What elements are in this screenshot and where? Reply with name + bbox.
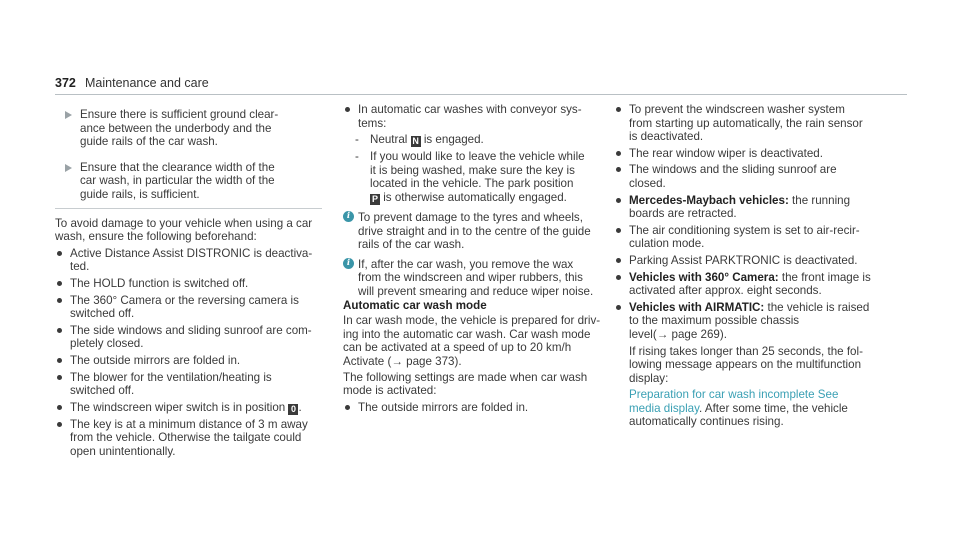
instruction-step: Ensure that the clearance width of the car wash, in particular the width of the guide rails, is sufficient. bbox=[55, 161, 330, 202]
instruction-step: Ensure there is sufficient ground clear- ance between the underbody and the guide rails of the car wash. bbox=[55, 108, 330, 149]
bullet-icon bbox=[616, 258, 621, 263]
note-item: i To prevent damage to the tyres and wheels, drive straight and in to the centre of the guide rails of the car wash. bbox=[343, 211, 608, 252]
bullet-icon bbox=[57, 251, 62, 256]
list-item: The blower for the ventilation/heating is switched off. bbox=[55, 371, 330, 398]
list-item: The windows and the sliding sunroof are closed. bbox=[614, 163, 904, 190]
list-item: The key is at a minimum distance of 3 m away from the vehicle. Otherwise the tailgate could open unintentionally. bbox=[55, 418, 330, 459]
wiper-position-0-icon: 0 bbox=[288, 404, 298, 415]
bullet-icon bbox=[616, 151, 621, 156]
bullet-icon bbox=[57, 281, 62, 286]
bullet-icon bbox=[616, 305, 621, 310]
section-title: Maintenance and care bbox=[85, 76, 209, 90]
bullet-icon bbox=[57, 298, 62, 303]
triangle-right-icon bbox=[65, 164, 72, 172]
list-item: Vehicles with 360° Camera: the front image is activated after approx. eight seconds. bbox=[614, 271, 904, 298]
list-item: To prevent the windscreen washer system from starting up automatically, the rain sensor is deactivated. bbox=[614, 103, 904, 144]
message-link[interactable]: Preparation for car wash incomplete See bbox=[629, 388, 839, 402]
bullet-icon bbox=[345, 107, 350, 112]
subheading: Automatic car wash mode bbox=[343, 298, 487, 312]
section-divider bbox=[55, 208, 322, 209]
list-item: Vehicles with AIRMATIC: the vehicle is raised to the maximum possible chassis level(→ page 269). If rising takes longer than 25 seconds, the fol- lowing message appears on the multifunction display: Preparation for car wash incomplete See media display. After some time, the vehicle automatically continues rising. bbox=[614, 301, 904, 429]
bullet-icon bbox=[57, 405, 62, 410]
intro-paragraph: To avoid damage to your vehicle when using a car wash, ensure the following beforehand: bbox=[55, 216, 313, 244]
list-item: Active Distance Assist DISTRONIC is deactiva- ted. bbox=[55, 247, 330, 274]
column-2 bbox=[343, 103, 608, 414]
note-item: i If, after the car wash, you remove the wax from the windscreen and wiper rubbers, this will prevent smearing and reduce wiper noise. bbox=[343, 258, 608, 299]
list-item: The rear window wiper is deactivated. bbox=[614, 147, 904, 161]
column-1 bbox=[55, 108, 330, 458]
list-item: The air conditioning system is set to air-recir- culation mode. bbox=[614, 224, 904, 251]
info-icon: i bbox=[343, 258, 354, 269]
triangle-right-icon bbox=[65, 111, 72, 119]
bullet-icon bbox=[57, 328, 62, 333]
column-3 bbox=[614, 103, 904, 429]
list-item: Mercedes-Maybach vehicles: the running boards are retracted. bbox=[614, 194, 904, 221]
bullet-icon bbox=[57, 422, 62, 427]
list-item: The side windows and sliding sunroof are com- pletely closed. bbox=[55, 324, 330, 351]
bullet-icon bbox=[616, 167, 621, 172]
list-item: The outside mirrors are folded in. bbox=[343, 401, 608, 415]
list-item: In automatic car washes with conveyor sys- tems: bbox=[343, 103, 608, 130]
bullet-icon bbox=[616, 107, 621, 112]
page-number: 372 bbox=[55, 76, 76, 90]
bullet-icon bbox=[616, 198, 621, 203]
header-divider bbox=[55, 94, 907, 95]
paragraph: In car wash mode, the vehicle is prepared for driv- ing into the automatic car wash. Car wash mode can be activated at a speed of up to 20 km/h Activate (→ page 373). bbox=[343, 314, 601, 368]
message-link-continued[interactable]: media display bbox=[629, 401, 700, 415]
bullet-icon bbox=[345, 405, 350, 410]
list-item: The windscreen wiper switch is in position 0 . bbox=[55, 401, 330, 415]
bullet-icon bbox=[57, 358, 62, 363]
bullet-icon bbox=[57, 375, 62, 380]
list-item: The outside mirrors are folded in. bbox=[55, 354, 330, 368]
paragraph: The following settings are made when car wash mode is activated: bbox=[343, 370, 588, 398]
neutral-n-icon: N bbox=[412, 136, 419, 147]
bullet-icon bbox=[616, 228, 621, 233]
sub-list-item: - If you would like to leave the vehicle while it is being washed, make sure the key is located in the vehicle. The park position P is otherwise automatically engaged. bbox=[355, 150, 585, 204]
park-p-icon: P bbox=[371, 193, 378, 204]
list-item: Parking Assist PARKTRONIC is deactivated. bbox=[614, 254, 904, 268]
sub-list-item: - Neutral N is engaged. bbox=[355, 133, 484, 147]
list-item: The 360° Camera or the reversing camera is switched off. bbox=[55, 294, 330, 321]
info-icon: i bbox=[343, 211, 354, 222]
list-item: The HOLD function is switched off. bbox=[55, 277, 330, 291]
bullet-icon bbox=[616, 275, 621, 280]
